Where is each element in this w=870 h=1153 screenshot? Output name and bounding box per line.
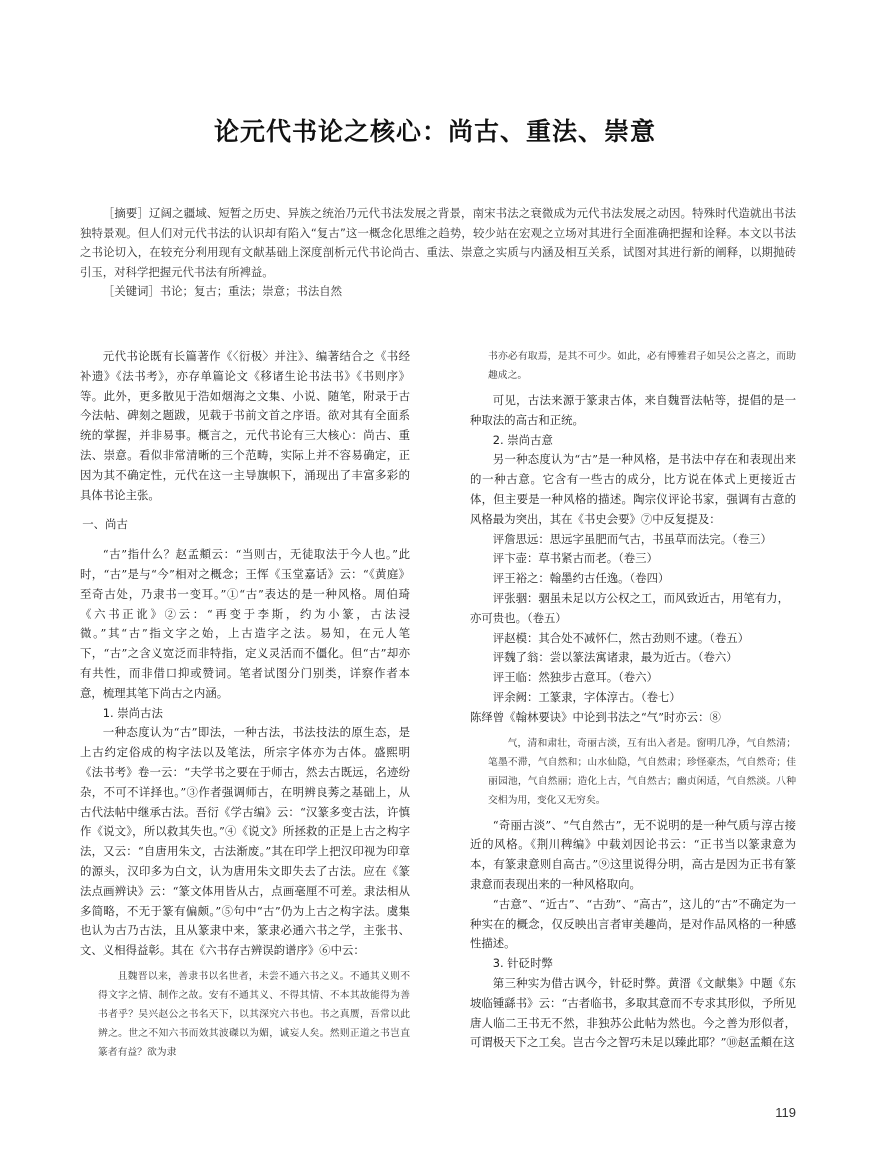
keywords-paragraph bbox=[80, 282, 796, 302]
abstract-paragraph bbox=[80, 204, 796, 282]
abstract-block bbox=[80, 204, 796, 302]
body-paragraph: 另一种态度认为“古”是一种风格，是书法中存在和表现出来的一种古意。它含有一些古的成分，比方说在体式上更接近古体，但主要是一种风格的描述。陶宗仪评论书家，强调有古意的风格最为突出，其在《书史会要》⑦中反复提及： bbox=[470, 452, 796, 526]
body-paragraph: 第三种实为借古讽今，针砭时弊。黄溍《文献集》中题《东坡临锺繇书》云：“古者临书，多取其意而不专求其形似，予所见唐人临二王书无不然，非独苏公此帖为然也。今之善为形似者，可谓极天下之工矣。岂古今之智巧未足以臻此耶？”⑩赵孟頫在这 bbox=[470, 975, 796, 1050]
body-paragraph: “古”指什么？赵孟頫云：“当则古，无徒取法于今人也。”此时，“古”是与“今”相对之概念；王恽《玉堂嘉话》云：“《黄庭》至奇古处，乃隶书一变耳。”①“古”表达的是一种风格。周伯琦《六书正讹》②云：“再变于李斯，约为小篆，古法浸微。”其“古”指文字之始，上古造字之法。易知，在元人笔下，“古”之含义宽泛而非特指，定义灵活而不僵化。但“古”却亦有共性，而非借口抑或赞词。笔者试图分门别类，详察作者本意，梳理其笔下尚古之内涵。 bbox=[80, 547, 410, 700]
critique-item: 评余阙：工篆隶，字体淳古。（卷七） bbox=[492, 689, 681, 704]
block-quote bbox=[80, 967, 410, 1062]
critique-item: 评王裕之：翰墨约古任逸。（卷四） bbox=[492, 571, 670, 586]
block-quote-continued bbox=[470, 347, 796, 385]
keywords-label: ［关键词］ bbox=[102, 284, 160, 298]
right-column bbox=[470, 347, 796, 1053]
body-paragraph: “古意”、“近古”、“古劲”、“高古”，这儿的“古”不确定为一种实在的概念，仅反映出言者审美趣尚，是对作品风格的一种感性描述。 bbox=[470, 896, 796, 951]
block-quote-text: 气，清和肃壮，奇丽古淡，互有出入者是。窗明几净，气自然清；笔墨不滞，气自然和；山水仙隐，气自然肃；珍怪豪杰，气自然奇；佳丽园池，气自然丽；造化上古，气自然古；幽贞闲适，气自然淡。八种交相为用，变化又无穷矣。 bbox=[488, 737, 796, 806]
intro-paragraph: 元代书论既有长篇著作《〈衍极〉并注》、编著结合之《书经补遗》《法书考》，亦存单篇论文《移诸生论书法书》《书则序》等。此外，更多散见于浩如烟海之文集、小说、随笔，附录于古今法帖、碑刻之题跋，见载于书前文首之序语。欲对其有全面系统的掌握，并非易事。概言之，元代书论有三大核心：尚古、重法、崇意。看似非常清晰的三个范畴，实际上并不容易确定，正因为其不确定性，元代在这一主导旗帜下，涌现出了丰富多彩的具体书论主张。 bbox=[80, 349, 410, 502]
block-quote bbox=[470, 734, 796, 810]
body-paragraph: 一种态度认为“古”即法，一种古法，书法技法的原生态，是上古约定俗成的构字法以及笔法，所宗字体亦为古体。盛熙明《法书考》卷一云：“夫学书之要在于师古，然去古既远，名迹纷杂，不可不详择也。”③作者强调师古，在明辨良莠之基础上，从古代法帖中继承古法。吾衍《学古编》云：“汉篆多变古法，许慎作《说文》，所以救其失也。”④《说文》所拯救的正是上古之构字法，又云：“自唐用朱文，古法渐废。”其在印学上把汉印视为印章的源头，汉印多为白文，认为唐用朱文即失去了古法。应在《篆法点画辨诀》云：“篆文体用皆从古，点画毫厘不可差。隶法相从多简略，不无于篆有偏颇。”⑤句中“古”仍为上古之构字法。虞集也认为古乃古法，且从篆隶中来，篆隶必通六书之学，主张书、文、义相得益彰。其在《六书存古辨误韵谱序》⑥中云： bbox=[80, 725, 410, 958]
critique-item: 评赵模：其合处不减怀仁，然古劲则不逮。（卷五） bbox=[492, 630, 750, 645]
block-quote-text: 且魏晋以来，善隶书以名世者，未尝不通六书之义。不通其义则不得文字之情、制作之故。安有不通其义、不得其情、不本其故能得为善书者乎？吴兴赵公之书名天下，以其深究六书也。书之真赝，吾常以此辨之。世之不知六书而效其波磔以为媚，诚妄人矣。然则正道之书岂直篆者有益？欲为隶 bbox=[98, 970, 410, 1058]
subsection-heading-1: 1. 崇尚古法 bbox=[102, 705, 163, 720]
left-column bbox=[80, 347, 410, 1068]
page-number: 119 bbox=[775, 1105, 796, 1120]
subsection-heading-2: 2. 崇尚古意 bbox=[492, 432, 553, 447]
body-paragraph: 陈绎曾《翰林要诀》中论到书法之“气”时亦云：⑧ bbox=[470, 709, 721, 724]
page-title: 论元代书论之核心：尚古、重法、崇意 bbox=[213, 117, 656, 146]
critique-item: 评魏了翁：尝以篆法寓诸隶，最为近古。（卷六） bbox=[492, 650, 738, 665]
abstract-label: ［摘要］ bbox=[102, 206, 150, 220]
critique-item: 评詹思远：思远字虽肥而气古，书虽草而法完。（卷三） bbox=[492, 531, 772, 546]
body-paragraph: 可见，古法来源于篆隶古体，来自魏晋法帖等，提倡的是一种取法的高古和正统。 bbox=[470, 393, 796, 427]
critique-item: 评卞壶：草书紧古而老。（卷三） bbox=[492, 551, 658, 566]
critique-item: 评张骃：骃虽未足以方公权之工，而风致近古，用笔有力，亦可贵也。（卷五） bbox=[470, 590, 789, 625]
block-quote-text: 书亦必有取焉，是其不可少。如此，必有博雅君子如吴公之喜之，而助趣成之。 bbox=[488, 351, 796, 381]
body-paragraph: “奇丽古淡”、“气自然古”，无不说明的是一种气质与淳古接近的风格。《荆川稗编》中载刘因论书云：“正书当以篆隶意为本，有篆隶意则自高古。”⑨这里说得分明，高古是因为正书有篆隶意而表现出来的一种风格取向。 bbox=[470, 817, 796, 891]
section-heading-1: 一、尚古 bbox=[82, 517, 128, 532]
critique-item: 评王临：然独步古意耳。（卷六） bbox=[492, 670, 658, 685]
abstract-text: 辽阔之疆域、短暂之历史、异族之统治乃元代书法发展之背景，南宋书法之衰微成为元代书法发展之动因。特殊时代造就出书法独特景观。但人们对元代书法的认识却有陷入“复古”这一概念化思维之趋势，较少站在宏观之立场对其进行全面准确把握和诠释。本文以书法之书论切入，在较充分利用现有文献基础上深度剖析元代书论尚古、重法、崇意之实质与内涵及相互关系，试图对其进行新的阐释，以期抛砖引玉，对科学把握元代书法有所裨益。 bbox=[80, 206, 796, 279]
keywords-text: 书论；复古；重法；崇意；书法自然 bbox=[159, 284, 343, 298]
subsection-heading-3: 3. 针砭时弊 bbox=[492, 956, 553, 971]
